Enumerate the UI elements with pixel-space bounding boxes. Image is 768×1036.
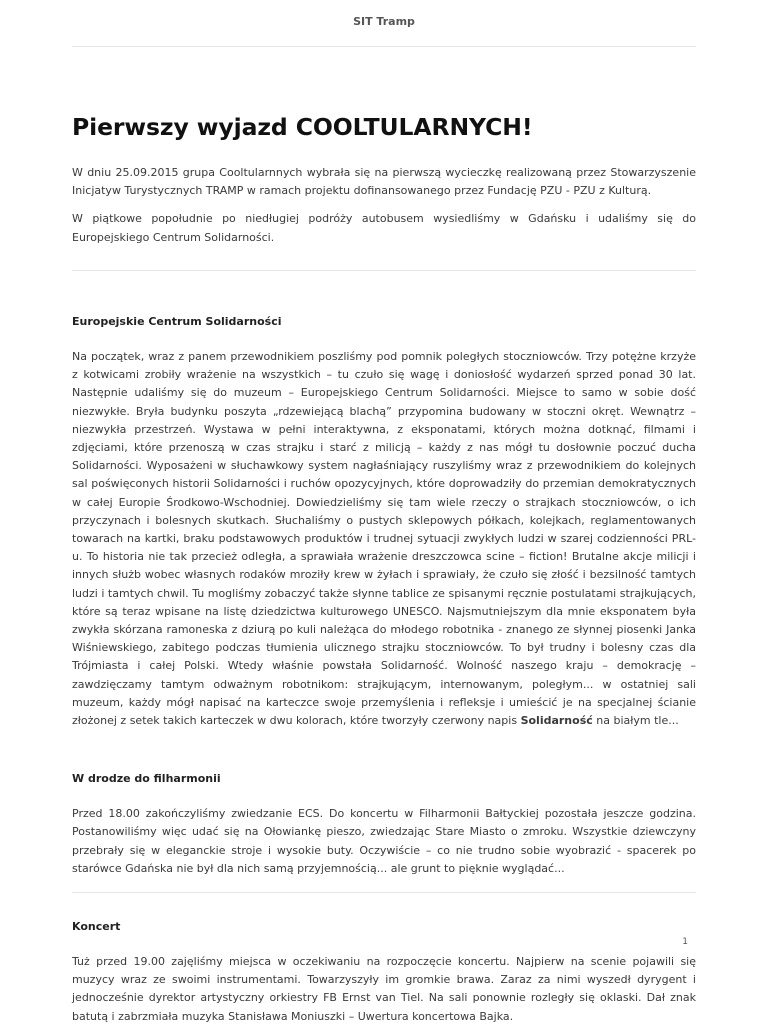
section-body [72,348,696,730]
body-text: na białym tle... [592,714,679,728]
section-ecs [72,313,696,730]
footer-divider [72,892,696,893]
section-body: Tuż przed 19.00 zajęliśmy miejsca w oczekiwaniu na rozpoczęcie koncertu. Najpierw na scenie pojawili się muzycy wraz ze swoimi instrumentami. Towarzyszyły im gromkie brawa. Zaraz za nimi wyszedł dyrygent i jednocześnie dyrektor artystyczny orkiestry FB Ernst van Tiel. Na sali ponownie rozległy się oklaski. Dał znak batutą i zabrzmiała muzyka Stanisława Moniuszki – Uwertura koncertowa Bajka. [72,955,696,1023]
section-philharmonic [72,770,696,878]
intro-paragraph: W dniu 25.09.2015 grupa Cooltularnnych wybrała się na pierwszą wycieczkę realizowaną przez Stowarzyszenie Inicjatyw Turystycznych TRAMP w ramach projektu dofinansowanego przez Fundację PZU - PZU z Kulturą. [72,166,696,198]
section-heading: Koncert [72,920,121,934]
article-intro [72,164,696,257]
page-header [72,0,696,47]
body-text: Na początek, wraz z panem przewodnikiem poszliśmy pod pomnik poległych stoczniowców. Trzy potężne krzyże z kotwicami zrobiły wrażenie na wszystkich – tu czuło się wagę i doniosłość wydarzeń sprzed ponad 30 lat. Następnie udaliśmy się do muzeum – Europejskiego Centrum Solidarności. Miejsce to samo w sobie dość niezwykłe. Bryła budynku poszyta „rdzewiejącą blachą” przypomina budowany w stoczni okręt. Wewnątrz – niezwykła przestrzeń. Wystawa w pełni interaktywna, z eksponatami, których można dotknąć, filmami i zdjęciami, które przenoszą w czas strajku i starć z milicją – każdy z nas mógł tu dosłownie poczuć ducha Solidarności. Wyposażeni w słuchawkowy system nagłaśniający ruszyliśmy wraz z przewodnikiem do kolejnych sal poświęconych historii Solidarności i ruchów opozycyjnych, które doprowadziły do przemian demokratycznych w całej Europie Środkowo-Wschodniej. Dowiedzieliśmy się tam wiele rzeczy o strajkach stoczniowców, o ich przyczynach i bolesnych skutkach. Słuchaliśmy o pustych sklepowych półkach, kolejkach, reglamentowanych towarach na kartki, braku podstawowych produktów i trudnej sytuacji zwykłych ludzi w szarej codzienności PRL-u. To historia nie tak przecież odległa, a sprawiała wrażenie dreszczowca scine – fiction! Brutalne akcje milicji i innych służb wobec własnych rodaków mroziły krew w żyłach i sprawiały, że czuło się złość i bezsilność tamtych ludzi i tamtych chwil. Tu mogliśmy zobaczyć także słynne tablice ze spisanymi ręcznie postulatami strajkujących, które są teraz wpisane na listę dziedzictwa kulturowego UNESCO. Najsmutniejszym dla mnie eksponatem była zwykła skórzana ramoneska z dziurą po kuli należąca do młodego robotnika - znanego ze słynnej piosenki Janka Wiśniewskiego, zabitego podczas tłumienia ulicznego strajku stoczniowców. To był trudny i bolesny czas dla Trójmiasta i całej Polski. Wtedy właśnie powstała Solidarność. Wolność naszego kraju – demokrację – zawdzięczamy tamtym odważnym robotnikom: strajkującym, internowanym, poległym... w ostatniej sali muzeum, każdy mógł napisać na karteczce swoje przemyślenia i refleksje i umieścić je na specjalnej ścianie złożonej z setek takich karteczek w dwu kolorach, które tworzyły czerwony napis [72,350,696,728]
site-name: SIT Tramp [353,15,415,28]
page-number: 1 [682,937,688,947]
emphasis-text: Solidarność [520,714,593,728]
intro-paragraph: W piątkowe popołudnie po niedługiej podróży autobusem wysiedliśmy w Gdańsku i udaliśmy się do Europejskiego Centrum Solidarności. [72,212,696,244]
section-heading: W drodze do filharmonii [72,772,221,786]
section-heading: Europejskie Centrum Solidarności [72,315,282,328]
section-divider [72,270,696,271]
article-title: Pierwszy wyjazd COOLTULARNYCH! [72,113,533,141]
section-body: Przed 18.00 zakończyliśmy zwiedzanie ECS. Do koncertu w Filharmonii Bałtyckiej pozostała jeszcze godzina. Postanowiliśmy więc udać się na Ołowiankę pieszo, zwiedzając Stare Miasto o zmroku. Wszystkie dziewczyny przebrały się w eleganckie stroje i wysokie buty. Oczywiście – co nie trudno sobie wyobrazić - spacerek po starówce Gdańska nie był dla nich samą przyjemnością... ale grunt to pięknie wyglądać... [72,807,696,875]
article-content [72,313,696,1036]
section-concert [72,918,696,1026]
